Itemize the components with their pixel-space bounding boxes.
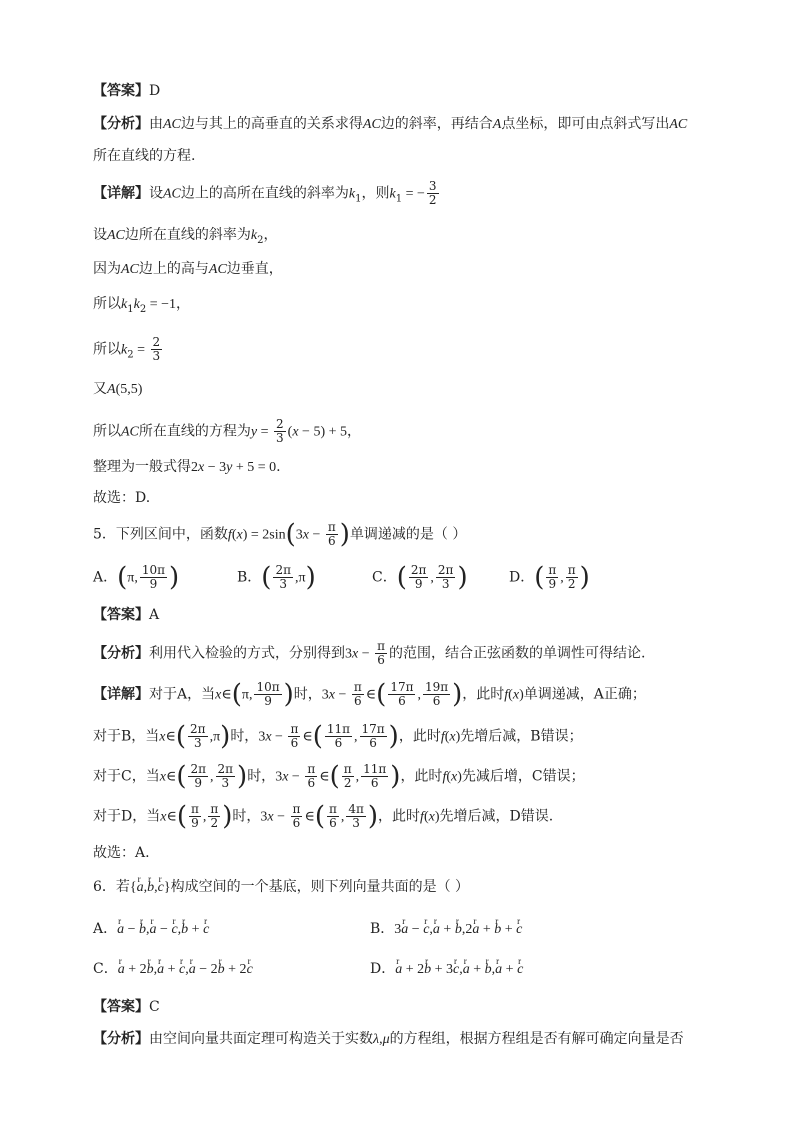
q6-stem: 6．若{r a,r b,r c}构成空间的一个基底，则下列向量共面的是（ ） <box>93 876 723 899</box>
q5-answer-line: 【答案】A <box>93 607 160 623</box>
q4-detail-line-5: 所以$k_2$ = $\frac{2}{3}$ <box>93 335 161 363</box>
q5-option-a[interactable]: A．(π, $\frac{10\pi}{9}$ ) <box>93 562 180 593</box>
q6-analysis-line: 【分析】由空间向量共面定理可构造关于实数λ,μ的方程组，根据方程组是否有解可确定向量是否 <box>93 1031 684 1047</box>
answer-value: D <box>149 83 161 99</box>
answer-tag: 【答案】 <box>93 83 149 99</box>
q4-detail-line-7: 所以AC所在直线的方程为y = $\frac{2}{3}$ (x − 5) + 5， <box>93 417 361 445</box>
q4-detail-line-2: 设AC边所在直线的斜率为$k_2$， <box>93 227 278 246</box>
q5-stem: 5．下列区间中，函数f(x) = 2sin(3x − $\frac{\pi}{6}$ )单调递减的是（ ） <box>93 519 467 550</box>
q6-option-a[interactable]: A．r a − r b,r a − r c,r b + r c <box>93 918 209 941</box>
q4-conclusion: 故选：D. <box>93 490 151 506</box>
q4-analysis-line-2: 所在直线的方程. <box>93 148 196 164</box>
q4-detail-line-6: 又A(5,5) <box>93 381 143 397</box>
q5-detail-d: 对于D，当x∈( $\frac{\pi}{9}$ , $\frac{\pi}{2}$ )时，3x − $\frac{\pi}{6}$ ∈( $\frac{\pi}{6}$ , $\frac{4\pi}{3}$ )，此时f(x)先增后减，D错误. <box>93 801 554 832</box>
q6-option-d[interactable]: D．r a + 2r b + 3r c,r a + r b,r a + r c <box>370 958 523 981</box>
q5-detail-a: 【详解】对于A，当x∈(π, $\frac{10\pi}{9}$ )时，3x − $\frac{\pi}{6}$ ∈( $\frac{17\pi}{6}$ , $\frac{19\pi}{6}$ )，此时f(x)单调递减，A正确； <box>93 679 646 710</box>
q5-option-d[interactable]: D．( $\frac{\pi}{9}$ , $\frac{\pi}{2}$ ) <box>509 562 590 593</box>
q6-option-b[interactable]: B．3r a − r c,r a + r b,2r a + r b + r c <box>370 918 522 941</box>
q4-detail-line-1: 【详解】设AC边上的高所在直线的斜率为$k_1$，则$k_1$ = − $\frac{3}{2}$ <box>93 179 437 207</box>
q4-answer-line <box>93 80 723 102</box>
q5-detail-b: 对于B，当x∈( $\frac{2\pi}{3}$ ,π)时，3x − $\frac{\pi}{6}$ ∈( $\frac{11\pi}{6}$ , $\frac{17\pi}{6}$ )，此时f(x)先增后减，B错误； <box>93 721 583 752</box>
q5-option-c[interactable]: C．( $\frac{2\pi}{9}$ , $\frac{2\pi}{3}$ ) <box>372 562 468 593</box>
q4-detail-line-3: 因为AC边上的高与AC边垂直， <box>93 261 283 277</box>
q5-detail-c: 对于C，当x∈( $\frac{2\pi}{9}$ , $\frac{2\pi}{3}$ )时，3x − $\frac{\pi}{6}$ ∈( $\frac{\pi}{2}$ , $\frac{11\pi}{6}$ )，此时f(x)先减后增，C错误； <box>93 761 585 792</box>
q5-conclusion: 故选：A. <box>93 845 150 861</box>
q4-analysis-line-1: 【分析】由AC边与其上的高垂直的关系求得AC边的斜率，再结合A点坐标，即可由点斜式写出AC <box>93 116 688 132</box>
q6-answer-line: 【答案】C <box>93 999 160 1015</box>
q4-detail-line-8: 整理为一般式得2x − 3y + 5 = 0. <box>93 459 281 475</box>
q6-option-c[interactable]: C．r a + 2r b,r a + r c,r a − 2r b + 2r c <box>93 958 253 981</box>
q4-detail-line-4: 所以$k_1k_2 = -1$， <box>93 296 190 315</box>
q5-analysis-line: 【分析】利用代入检验的方式，分别得到3x − $\frac{\pi}{6}$ 的范围，结合正弦函数的单调性可得结论. <box>93 639 646 667</box>
q5-option-b[interactable]: B．( $\frac{2\pi}{3}$ ,π) <box>237 562 316 593</box>
